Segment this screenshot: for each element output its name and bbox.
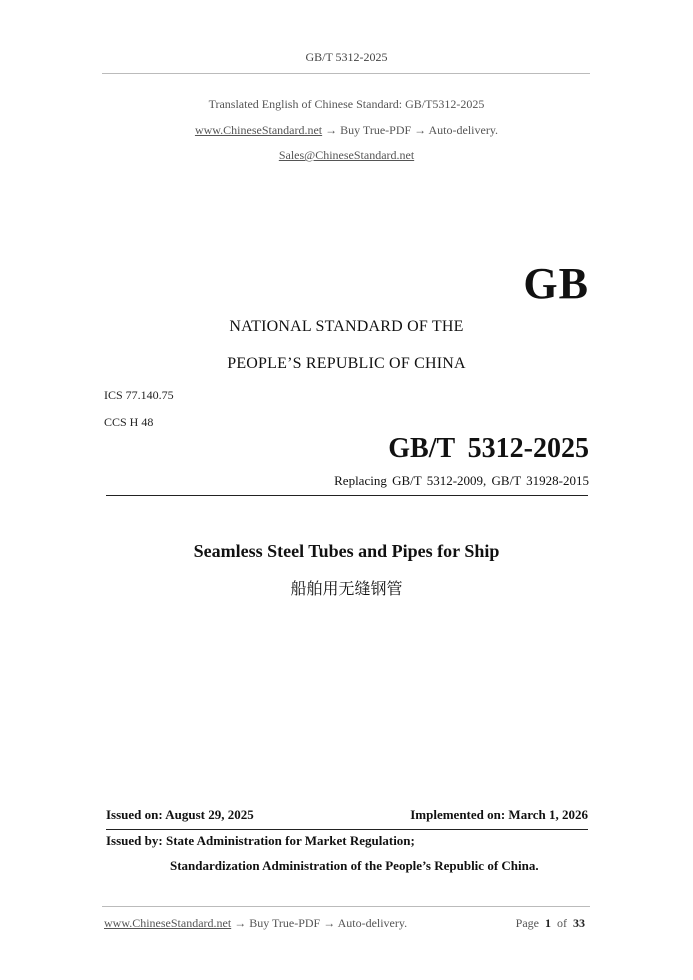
implemented-on: Implemented on: March 1, 2026 (410, 807, 588, 822)
standard-number: GB/T 5312-2025 (388, 433, 589, 464)
header-rule (102, 73, 590, 74)
chinese-title: 船舶用无缝钢管 (290, 579, 403, 598)
issued-by-line-2: Standardization Administration of the People’s Republic of China. (170, 858, 539, 873)
ics-code: ICS 77.140.75 (104, 388, 174, 402)
page-label: Page (515, 916, 539, 930)
replacing-note: Replacing GB/T 5312-2009, GB/T 31928-2015 (334, 473, 589, 488)
gb-logo: GB (523, 259, 589, 308)
promo-line-3 (0, 148, 693, 163)
of-label: of (557, 916, 567, 930)
footer-site-link[interactable]: www.ChineseStandard.net (104, 916, 232, 930)
running-header: GB/T 5312-2025 (305, 50, 388, 64)
promo-line-1: Translated English of Chinese Standard: GB/T5312-2025 (208, 97, 485, 111)
site-link[interactable]: www.ChineseStandard.net (194, 123, 323, 137)
page-indicator (516, 916, 585, 931)
issued-by-line-1: Issued by: State Administration for Market Regulation; (106, 833, 415, 848)
promo-line-2 (0, 123, 693, 138)
english-title: Seamless Steel Tubes and Pipes for Ship (193, 541, 500, 561)
ccs-code: CCS H 48 (104, 415, 154, 429)
national-standard-line-1: NATIONAL STANDARD OF THE (229, 318, 464, 335)
national-standard-line-2: PEOPLE’S REPUBLIC OF CHINA (227, 355, 466, 372)
title-rule (106, 495, 588, 496)
page-total: 33 (573, 916, 585, 930)
promo-line-2-rest: → Buy True-PDF → Auto-delivery. (322, 123, 499, 137)
footer-promo-rest: → Buy True-PDF → Auto-delivery. (231, 916, 408, 930)
page-number: 1 (545, 916, 551, 930)
issue-rule (106, 829, 588, 830)
sales-email-link[interactable]: Sales@ChineseStandard.net (278, 148, 415, 162)
footer-promo (104, 916, 407, 931)
footer-rule (102, 906, 590, 907)
issued-on: Issued on: August 29, 2025 (106, 807, 254, 822)
